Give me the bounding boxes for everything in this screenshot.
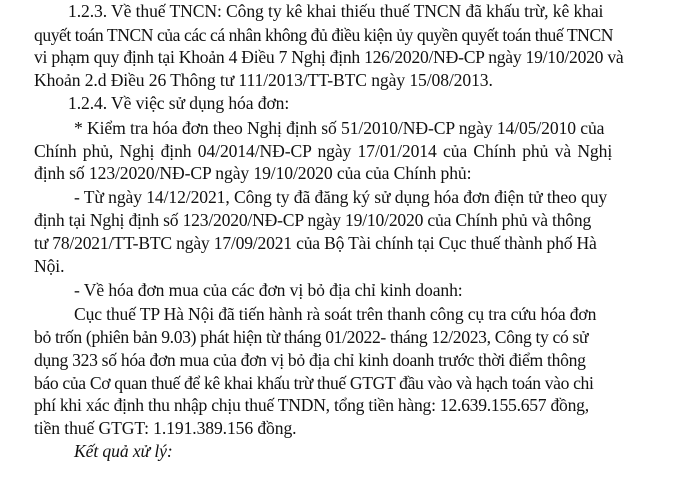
- review-line-3: dụng 323 số hóa đơn mua của đơn vị bỏ địa chỉ kinh doanh trước thời điểm thông: [34, 350, 586, 370]
- section-1-2-4-heading: 1.2.4. Về việc sử dụng hóa đơn:: [68, 93, 290, 113]
- section-1-2-3-line-4: Khoản 2.d Điều 26 Thông tư 111/2013/TT-BTC ngày 15/08/2013.: [34, 70, 493, 90]
- review-line-6: tiền thuế GTGT: 1.191.389.156 đồng.: [34, 418, 297, 438]
- e-invoice-line-1: - Từ ngày 14/12/2021, Công ty đã đăng ký sử dụng hóa đơn điện tử theo quy: [74, 187, 608, 207]
- section-1-2-3-line-2: quyết toán TNCN của các cá nhân không đủ điều kiện ủy quyền quyết toán thuế TNCN: [34, 25, 613, 45]
- review-line-4: báo của Cơ quan thuế để kê khai khấu trừ thuế GTGT đầu vào và hạch toán vào chi: [34, 373, 594, 393]
- section-1-2-3-line-3: vi phạm quy định tại Khoản 4 Điều 7 Nghị định 126/2020/NĐ-CP ngày 19/10/2020 và: [34, 47, 624, 67]
- e-invoice-line-2: định tại Nghị định số 123/2020/NĐ-CP ngày 19/10/2020 của Chính phủ và thông: [34, 210, 592, 230]
- e-invoice-line-3: tư 78/2021/TT-BTC ngày 17/09/2021 của Bộ Tài chính tại Cục thuế thành phố Hà: [34, 233, 597, 253]
- e-invoice-line-4: Nội.: [34, 256, 65, 276]
- invoice-check-line-3: định số 123/2020/NĐ-CP ngày 19/10/2020 của của Chính phủ:: [34, 163, 472, 183]
- result-heading: Kết quả xử lý:: [74, 441, 173, 461]
- review-line-2: bỏ trốn (phiên bản 9.03) phát hiện từ tháng 01/2022- tháng 12/2023, Công ty có sử: [34, 327, 589, 347]
- abandoned-address-heading: - Về hóa đơn mua của các đơn vị bỏ địa chỉ kinh doanh:: [74, 280, 463, 300]
- invoice-check-line-1: * Kiểm tra hóa đơn theo Nghị định số 51/2010/NĐ-CP ngày 14/05/2010 của: [74, 118, 605, 138]
- review-line-5: phí khi xác định thu nhập chịu thuế TNDN, tổng tiền hàng: 12.639.155.657 đồng,: [34, 395, 589, 415]
- review-line-1: Cục thuế TP Hà Nội đã tiến hành rà soát trên thanh công cụ tra cứu hóa đơn: [74, 304, 597, 324]
- section-1-2-3-line-1: 1.2.3. Về thuế TNCN: Công ty kê khai thiếu thuế TNCN đã khấu trừ, kê khai: [68, 1, 604, 21]
- invoice-check-line-2: Chính phủ, Nghị định 04/2014/NĐ-CP ngày 17/01/2014 của Chính phủ và Nghị: [34, 141, 613, 161]
